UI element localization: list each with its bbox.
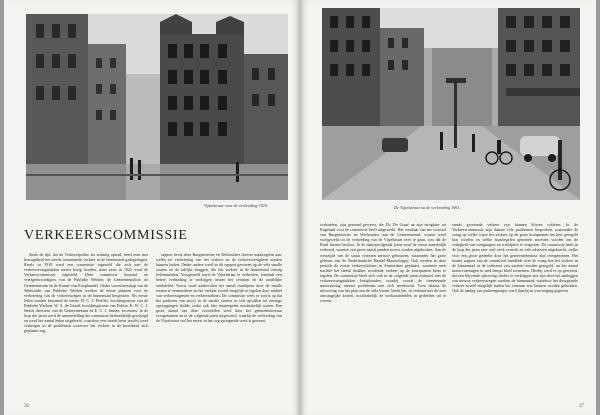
text-column-2 bbox=[156, 252, 282, 398]
paragraph: Sinds de tijd, dat de Verkeerspolitie als zodanig optrad, heeft men met bezorgdheid het steeds toenemende verkeer in de binnenstad gadegeslagen. Reeds in 1910 werd een commissie ingesteld die zich met de verkeersvraagstukken moest bezig houden, maar eerst in 1922 werd de Verkeerscommissie ingesteld. Deze commissie bestond uit vertegenwoordigers van de Publieke Werken, de Gemeentepolitie, de Gemeentetram en de Kamer van Koophandel. Onder voorzitterschap van de Wethouder van Publieke Werken werden de eerste plannen voor de verbetering van de verkeerswegen in de binnenstad besproken. Als eerste leden werden benoemd de heren: H. C. J. Pfeiffer, hoofdingenieur van de Publieke Werken; W. A. de Graaff, hoofdinspecteur van Politie; K. W. C. J. Smith, directeur van de Gemeentetram en E. C. J. Jansen, secretaris. In de loop der jaren werd de samenstelling der commissie herhaaldelijk gewijzigd en werd het aantal leden uitgebreid, waardoor een steeds beter inzicht werd verkregen in de problemen waarvoor het verkeer in de hoofdstad zich geplaatst zag. bbox=[24, 252, 148, 334]
photo-caption: Vijzelstraat voor de verbreding 1916. bbox=[204, 203, 269, 208]
text-column-1 bbox=[24, 252, 148, 398]
paragraph: verbonden, zijn getoond geweest, die Dr. De Graaf na zijn terugkeer uit Engeland voor de commissie heeft uitgewerkt. Het resultaat van het voorstel van Burgemeester en Wethouders aan de Gemeenteraad, waarin werd voorgesteld tot de verbreding van de Vijzelstraat over te gaan, was dat de Raad hiertoe besloot. In de daaropvolgende jaren werd de straat aanzienlijk verbreed, waartoe een groot aantal panden moest worden afgebroken. Aan de westzijde van de straat verrezen nieuwe gebouwen, waaronder het grote gebouw van de Nederlandsche Handel-Maatschappij. Ook werden in deze periode de eerste verkeerslichten in Amsterdam geplaatst, waarmee men trachtte het steeds drukker wordende verkeer op de kruispunten beter te regelen. De commissie bleef zich ook in de volgende jaren intensief met de verkeersvraagstukken bezighouden, waarbij vooral de toenemende motorisering nieuwe problemen met zich meebracht. Toen daarna de uitvoering van het plan aan de orde kwam, bleek het, in verband met de zeer omvangrijke kosten, noodzakelijk de werkzaamheden in gedeelten uit te voeren. bbox=[320, 222, 446, 304]
photo-caption: De Vijzelstraat na de verbreding 1961. bbox=[394, 205, 461, 210]
text-column-2 bbox=[452, 222, 578, 398]
paragraph: steeds groeiende verkeer zou kunnen blijven voldoen. In de Verkeerscommissie zijn daarna vele problemen besproken, waaronder de vraag op welke wijze het verkeer op de grote kruispunten het best geregeld kon worden en welke maatregelen genomen moesten worden om de veiligheid van voetgangers en wielrijders te vergroten. De commissie heeft in de loop der jaren zeer veel werk verricht en vele adviezen uitgebracht, welke voor een groot gedeelte door het gemeentebestuur zijn overgenomen. Het laatste rapport van de commissie handelde over de vraag hoe het verkeer in de binnenstad in de toekomst zou moeten worden geregeld, nu het aantal motorvoertuigen in snel tempo bleef toenemen. Hierbij werd er op gewezen, dat een blijvende oplossing slechts te verkrijgen zou zijn door het aanleggen van nieuwe verkeerswegen rondom de binnenstad, waardoor het doorgaande verkeer zoveel mogelijk buiten het centrum zou kunnen worden gehouden. Ook de aanleg van parkeergarages werd daarbij in overweging gegeven. bbox=[452, 222, 578, 294]
photo-vijzelstraat-1961 bbox=[322, 8, 580, 200]
page-number-right: 37 bbox=[579, 404, 584, 409]
text-column-1 bbox=[320, 222, 446, 398]
photo-vijzelstraat-1916 bbox=[26, 14, 288, 200]
right-page bbox=[300, 0, 596, 415]
book-spread bbox=[4, 0, 596, 415]
paragraph: rapport bevat deze Burgemeester en Wethouders diverse maatregelen aan, welke tot verbetering van het verkeer en de verkeersveiligheid zouden kunnen leiden. Onder andere werd in dit rapport gewezen op de vele smalle straten en de talrijke bruggen, die het verkeer in de binnenstad ernstig belemmerden. Voorgesteld werd de Vijzelstraat te verbreden, teneinde een betere verbinding te verkrijgen tussen het centrum en de zuidelijke stadsdelen. Voorts werd aanbevolen het aantal tramlijnen door de smalle straten te verminderen en het verkeer zoveel mogelijk te regelen door middel van verkeersagenten en verkeerstekens. De commissie wees er voorts op dat het parkeren van auto's in de smalle straten in vele gevallen tot ernstige opstoppingen leidde, zodat ook hier maatregelen noodzakelijk waren. Een groot aantal van deze voorstellen werd door het gemeentebestuur overgenomen en in de volgende jaren uitgevoerd, waarbij de verbreding van de Vijzelstraat wel het meest in het oog springende werk is geweest. bbox=[156, 252, 282, 324]
page-number-left: 36 bbox=[24, 404, 29, 409]
left-page bbox=[4, 0, 300, 415]
page-title: VERKEERSCOMMISSIE bbox=[24, 228, 188, 243]
